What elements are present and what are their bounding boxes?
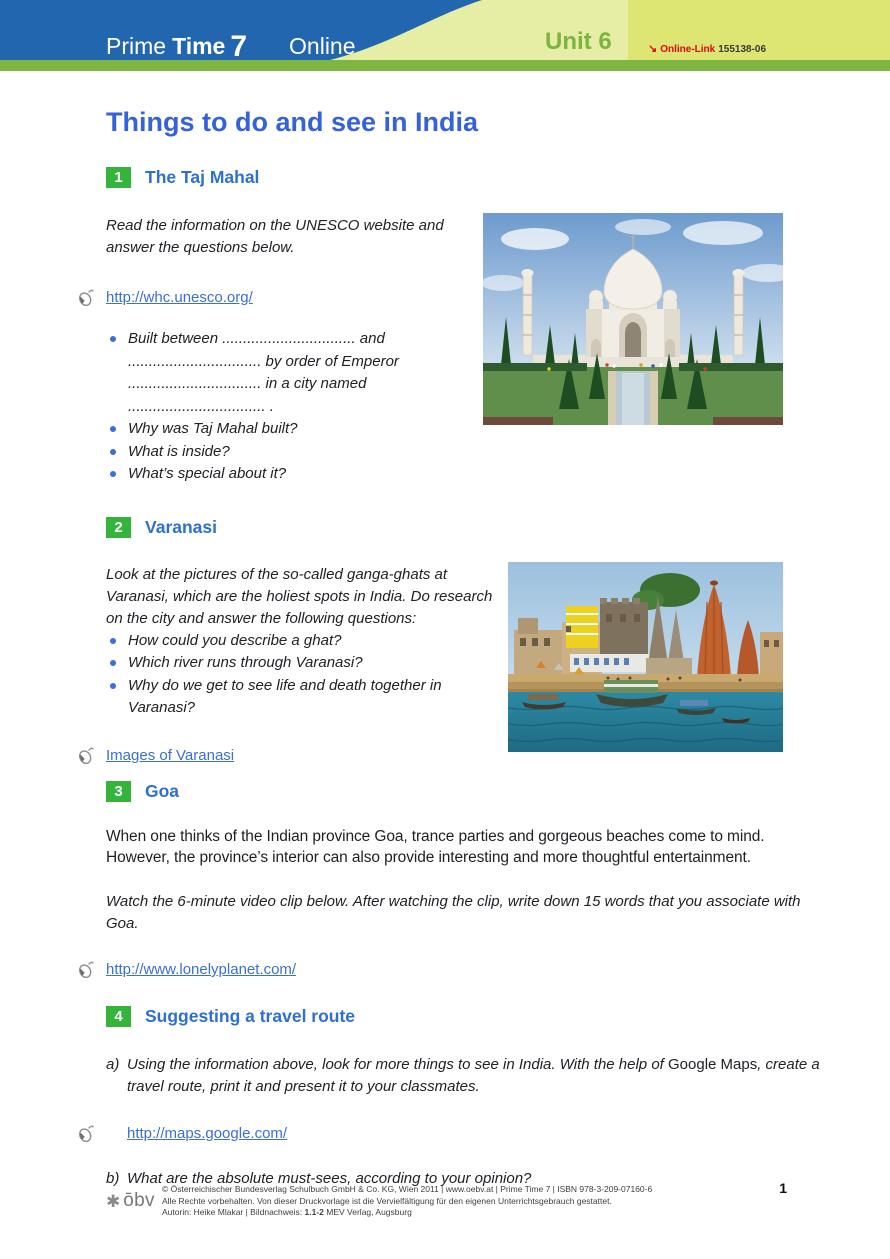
varanasi-photo bbox=[508, 562, 783, 752]
imprint-line-1: © Österreichischer Bundesverlag Schulbuch GmbH & Co. KG, Wien 2011 | www.oebv.at | Prime Time 7 | ISBN 978-3-209-07160-6 bbox=[162, 1184, 653, 1194]
section-3-paragraph: When one thinks of the Indian province Goa, trance parties and gorgeous beaches come to mind. However, the province’s interior can also provide interesting and more thoughtful entertainment. bbox=[106, 827, 765, 866]
section-1-question-list bbox=[106, 328, 483, 486]
section-4-number-badge: 4 bbox=[106, 1006, 131, 1027]
page-title: Things to do and see in India bbox=[106, 107, 479, 137]
page-number: 1 bbox=[779, 1180, 787, 1196]
list-item: What is inside? bbox=[106, 441, 483, 464]
task-b-text: What are the absolute must-sees, according to your opinion? bbox=[127, 1169, 532, 1187]
list-item: How could you describe a ghat? bbox=[106, 630, 502, 653]
list-item: What’s special about it? bbox=[106, 463, 483, 486]
section-2-link-row bbox=[78, 746, 502, 766]
list-item: Built between ................................ and ................................ by order of Emperor ................................ in a city named ................................. . bbox=[106, 328, 483, 418]
lonelyplanet-link[interactable]: http://www.lonelyplanet.com/ bbox=[106, 961, 297, 978]
oebv-logo bbox=[106, 1190, 162, 1212]
imprint-line-3: Autorin: Heike Mlakar | Bildnachweis: 1.1-2 MEV Verlag, Augsburg bbox=[162, 1207, 412, 1217]
brand-time: Time bbox=[172, 33, 226, 59]
online-link-label: Online-Link bbox=[660, 44, 716, 55]
section-3-number-badge: 3 bbox=[106, 781, 131, 802]
mouse-icon bbox=[78, 1124, 94, 1143]
section-4-title: Suggesting a travel route bbox=[145, 1006, 356, 1026]
online-link-arrow-icon: ↘ bbox=[648, 43, 658, 55]
online-link-code: 155138-06 bbox=[718, 44, 767, 55]
unesco-link[interactable]: http://whc.unesco.org/ bbox=[106, 288, 253, 306]
mouse-icon bbox=[78, 960, 94, 979]
footer-imprint bbox=[162, 1184, 820, 1219]
page-footer bbox=[106, 1184, 820, 1219]
section-1-title: The Taj Mahal bbox=[145, 166, 260, 187]
section-3-header bbox=[106, 781, 820, 803]
mouse-icon bbox=[78, 288, 94, 307]
online-link-ref bbox=[648, 44, 766, 55]
section-2-question-list bbox=[106, 630, 502, 720]
taj-mahal-photo bbox=[483, 213, 783, 425]
varanasi-images-link[interactable]: Images of Varanasi bbox=[106, 747, 235, 764]
brand-prime: Prime bbox=[106, 33, 167, 59]
imprint-line-2: Alle Rechte vorbehalten. Von dieser Druckvorlage ist die Vervielfältigung für den eigenen Unterrichtsgebrauch gestattet. bbox=[162, 1195, 612, 1206]
task-a-item bbox=[106, 1054, 820, 1098]
section-1-intro: Read the information on the UNESCO website and answer the questions below. bbox=[106, 217, 444, 256]
section-1-link-row bbox=[78, 287, 483, 307]
section-3-link-row bbox=[78, 960, 820, 980]
unit-label: Unit 6 bbox=[545, 28, 612, 55]
section-2-title: Varanasi bbox=[145, 517, 217, 537]
section-1-number-badge: 1 bbox=[106, 167, 131, 188]
section-2-number-badge: 2 bbox=[106, 517, 131, 538]
task-a-text: Using the information above, look for more things to see in India. With the help of Google Maps, create a travel route, print it and present it to your classmates. bbox=[127, 1055, 820, 1095]
list-item: Which river runs through Varanasi? bbox=[106, 652, 502, 675]
section-1-header bbox=[106, 166, 820, 188]
section-3-title: Goa bbox=[145, 781, 180, 801]
section-2-intro: Look at the pictures of the so-called ganga-ghats at Varanasi, which are the holiest spots in India. Do research on the city and answer the following questions: bbox=[106, 565, 493, 627]
section-4-header bbox=[106, 1006, 820, 1028]
google-maps-link[interactable]: http://maps.google.com/ bbox=[127, 1125, 288, 1142]
brand-online: Online bbox=[289, 33, 356, 59]
mouse-icon bbox=[78, 746, 94, 765]
page-header bbox=[0, 0, 890, 60]
section-3-task: Watch the 6-minute video clip below. After watching the clip, write down 15 words that you associate with Goa. bbox=[106, 892, 801, 932]
task-a-label: a) bbox=[106, 1055, 120, 1073]
oebv-logo-star-icon: ✱ bbox=[106, 1191, 121, 1211]
oebv-logo-wordmark: ōbv bbox=[123, 1190, 155, 1211]
list-item: Why do we get to see life and death together in Varanasi? bbox=[106, 675, 502, 720]
task-b-label: b) bbox=[106, 1169, 120, 1187]
brand-seven: 7 bbox=[230, 30, 248, 60]
header-divider-bar bbox=[0, 60, 890, 71]
list-item: Why was Taj Mahal built? bbox=[106, 418, 483, 441]
section-4-link-row bbox=[78, 1124, 820, 1144]
brand-title bbox=[106, 0, 356, 60]
section-2-header bbox=[106, 517, 820, 539]
